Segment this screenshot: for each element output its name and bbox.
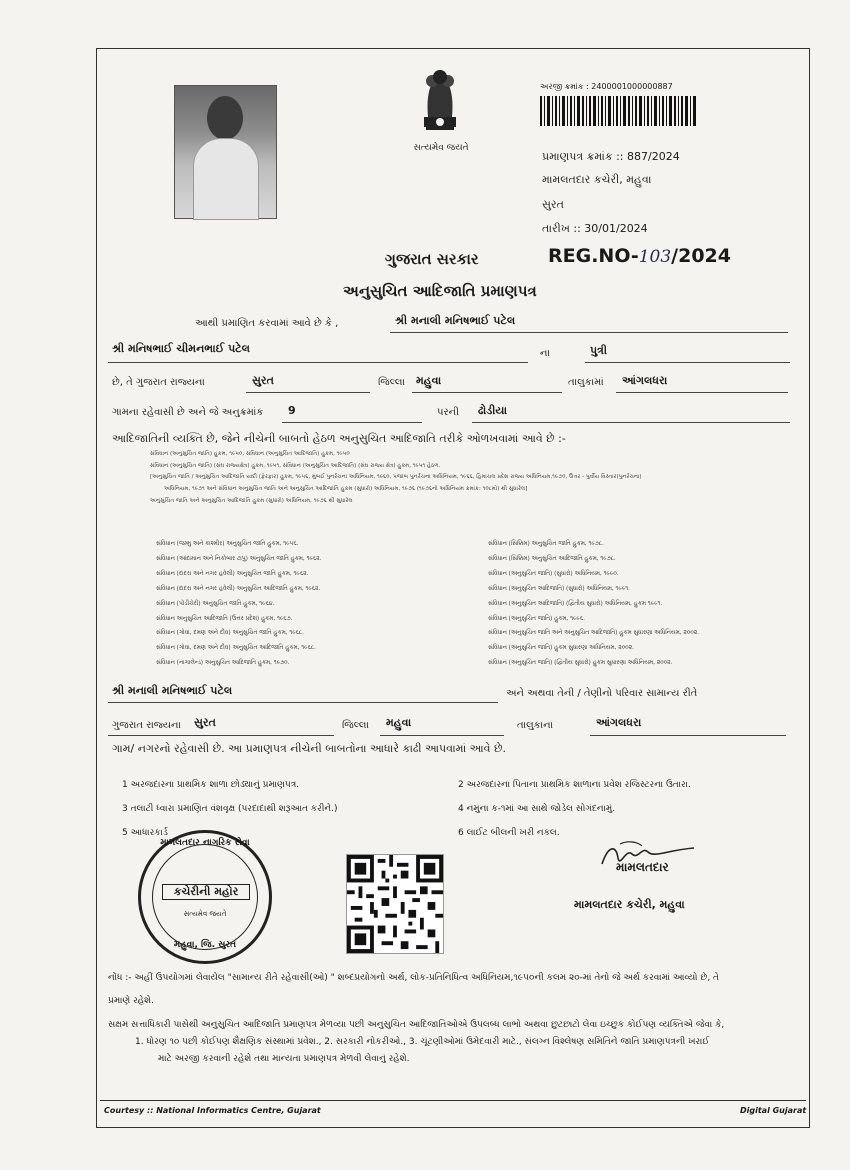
na-label: ના [540, 348, 550, 359]
document-item: 4 નમુના ક-૧માં આ સાથે જોડેલ સોગંદનામું. [458, 804, 616, 814]
taluka2-underline [590, 735, 786, 736]
parni-label: પરની [437, 407, 459, 418]
district-label: જિલ્લા [378, 377, 405, 388]
act-line: અધિનિયમ, ૧૯૭૧ અને સંવિધાન અનુસુચિત જાતિ અને અનુસુચિત આદિજાતિ હુકમ (સુધારો) અધિનિયમ, ૧૯૭૬ (૧૯૭૬નો અધિનિયમ ક્રમાંક: ૧૦૮મો) થી સુધારેલ] [164, 486, 528, 493]
national-emblem-icon [410, 65, 470, 145]
act-right-item: સંવિધાન (અનુસુચિત આદિજાતિ) (દ્વિતીય સુધારો) અધિનિયમ, હુકમ ૧૯૯૧. [488, 600, 663, 607]
taluka-underline [616, 392, 788, 393]
state-label-2: ગુજરાત રાજ્યના [112, 720, 181, 731]
act-left-item: સંવિધાન (નાગાલેન્ડ) અનુસુચિત આદિજાતિ હુકમ, ૧૯૭૦. [156, 660, 290, 667]
act-left-item: સંવિધાન અનુસુચિત આદિજાતિ (ઉત્તર પ્રદેશ) હુકમ, ૧૯૬૭. [156, 615, 293, 622]
note-line-1: નોંધ :- અહીં ઉપયોગમાં લેવાયેલ "સામાન્ય રીતે રહેવાસી(ઓ) " શબ્દપ્રયોગનો અર્થ, લોક-પ્રતિનિધિત્વ અધિનિયમ,૧૯૫૦ની કલમ ૨૦-માં તેનો જે અર્થ કરવામાં આવ્યો છે, તે [108, 973, 720, 983]
note-line-2: સક્ષમ સત્તાધિકારી પાસેથી અનુસુચિત આદિજાતિ પ્રમાણપત્ર મેળવ્યા પછી અનુસુચિત આદિજાતિઓએ ઉપલબ્ધ લાભો અથવા છુટછાટો લેવા ઇચ્છુક કોઈપણ વ્યક્તિએ જેવા કે, [108, 1020, 725, 1030]
subdistrict-value: મહુવા [416, 374, 442, 387]
act-line: સંવિધાન (અનુસુચિત જાતિ) હુકમ, ૧૯૫૦, સંવિધાન (અનુસુચિત આદિજાતિ) હુકમ, ૧૯૫૦ [150, 451, 350, 457]
act-right-item: સંવિધાન (અનુસુચિત જાતિ અને અનુસુચિત આદિજાતિ) હુકમ સુધારણા અધિનિયમ, ૨૦૦૨. [488, 630, 699, 637]
village-label: ગામના રહેવાસી છે અને જે અનુક્રમાંક [112, 407, 264, 418]
father-name: શ્રી મનિષભાઈ ચીમનભાઈ પટેલ [112, 342, 250, 355]
photo-head [207, 96, 243, 140]
district-value-2: સુરત [194, 716, 216, 729]
family-text: અને અથવા તેની / તેણીનો પરિવાર સામાન્ય રીતે [506, 688, 698, 699]
taluka-label-2: તાલુકાના [517, 720, 554, 731]
certificate-title: અનુસુચિત આદિજાતિ પ્રમાણપત્ર [343, 282, 537, 300]
resident-text: ગામ/ નગરનો રહેવાસી છે. આ પ્રમાણપત્ર નીચેની બાબતોના આધારે કાઢી આપવામાં આવે છે. [112, 742, 507, 755]
document-item: 1 અરજદારના પ્રાથમિક શાળા છોડ્યાનું પ્રમાણપત્ર. [122, 780, 300, 790]
district2-underline [108, 735, 334, 736]
act-right-item: સંવિધાન (સિક્કિમ) અનુસુચિત જાતિ હુકમ, ૧૯૭૮. [488, 541, 604, 547]
serial-underline [282, 422, 422, 423]
acts-left-column [156, 537, 456, 671]
document-item: 6 લાઈટ બીલની ખરી નકલ. [458, 828, 560, 838]
act-left-item: સંવિધાન (જમ્મુ અને કાશ્મીર) અનુસુચિત જાતિ હુકમ, ૧૯૫૬. [156, 541, 299, 547]
applicant-repeat-underline [108, 702, 498, 703]
act-left-item: સંવિધાન (પોંડીચેરી) અનુસુચિત જાતિ હુકમ, ૧૯૬૪. [156, 600, 275, 607]
seal-center-text: કચેરીની મહોર [162, 884, 250, 900]
issue-date: :: 30/01/2024 [573, 222, 648, 235]
acts-right-column [488, 537, 788, 671]
footer-courtesy: Courtesy :: National Informatics Centre, Gujarat [104, 1106, 321, 1115]
acts-list [150, 449, 800, 508]
photo-body [193, 138, 259, 220]
barcode [540, 96, 696, 126]
certificate-number-label: પ્રમાણપત્ર ક્રમાંક [542, 150, 613, 163]
act-line: સંવિધાન (અનુસુચિત જાતિ) (સંઘ રાજ્યક્ષેત્ર) હુકમ, ૧૯૫૧, સંવિધાન (અનુસુચિત આદિજાતિ) (સંઘ રાજ્ય ક્ષેત્ર) હુકમ, ૧૯૫૧ હેઠળ. [150, 462, 441, 469]
taluka-value: આંગલધરા [622, 374, 668, 387]
father-underline [108, 362, 528, 363]
subdistrict-value-2: મહુવા [386, 716, 412, 729]
taluka-label: તાલુકામાં [568, 377, 604, 388]
act-right-item: સંવિધાન (અનુસુચિત જાતિ) હુકમ સુધારણા અધિનિયમ, ૨૦૦૨. [488, 645, 634, 652]
subdistrict-underline [412, 392, 562, 393]
act-right-item: સંવિધાન (સિક્કિમ) અનુસુચિત આદિજાતિ હુકમ, ૧૯૭૮. [488, 555, 616, 562]
certify-text: આથી પ્રમાણિત કરવામાં આવે છે કે , [195, 318, 339, 329]
act-line: અનુસુચિત જાતિ અને અનુસુચિત આદિજાતિ હુકમ (સુધારો) અધિનિયમ, ૧૯૭૬ થી સુધારેલ [150, 497, 353, 504]
seal-top-text: મામલતદાર નાગરિક સેવા [160, 838, 250, 848]
document-item: 3 તલાટી ધ્વારા પ્રમાણિત વંશવૃક્ષ (પરદાદાથી શરૂઆત કરીને.) [122, 804, 338, 814]
act-right-item: સંવિધાન (અનુસુચિત આદિજાતિ) (સુધારો) અધિનિયમ, ૧૯૯૧. [488, 585, 630, 592]
footer-divider [100, 1100, 806, 1101]
act-left-item: સંવિધાન (દાદરા અને નગર હવેલી) અનુસુચિત આદિજાતિ હુકમ, ૧૯૬૨. [156, 585, 321, 592]
office-name: મામલતદાર કચેરી, મહુવા [542, 173, 652, 186]
reg-no-label: REG.NO- [548, 245, 639, 267]
seal-bottom-text: મહુવા, જિ. સુરત [173, 940, 237, 950]
relation-underline [585, 362, 790, 363]
state-prefix: છે, તે ગુજરાત રાજ્યના [112, 377, 205, 388]
act-left-item: સંવિધાન (આંદામાન અને નિકોબાર ટાપુ) અનુસુચિત જાતિ હુકમ, ૧૯૬૨. [156, 555, 322, 562]
date-label: તારીખ [542, 222, 570, 235]
application-number: અરજી ક્રમાંક : 2400001000000887 [540, 82, 673, 91]
note-line-1b: પ્રમાણે રહેશે. [108, 996, 154, 1006]
certificate-number: :: 887/2024 [616, 150, 680, 163]
office-district: સુરત [542, 198, 564, 211]
registration-number [548, 245, 731, 267]
relation: પુત્રી [590, 344, 608, 357]
serial-number: 9 [288, 404, 296, 417]
tribe-underline [472, 422, 790, 423]
date-row [542, 222, 648, 236]
note-line-3: 1. ધોરણ ૧૦ પછી કોઈપણ શૈક્ષણિક સંસ્થામાં પ્રવેશ., 2. સરકારી નોકરીઓ., 3. ચૂંટણીઓમાં ઉમેદવારી માટે., સંલગ્ન વિશ્લેષણ સમિતિને જાતિ પ્રમાણપત્રની ખરાઈ [135, 1037, 710, 1047]
signatory-title: મામલતદાર [616, 860, 669, 874]
tribe-recognition-text: આદિજાતિની વ્યક્તિ છે, જેને નીચેની બાબતો હેઠળ અનુસુચિત આદિજાતિ તરીકે ઓળખવામાં આવે છે :- [112, 432, 566, 445]
act-right-item: સંવિધાન (અનુસુચિત જાતિ) (સુધારો) અધિનિયમ, ૧૯૯૦. [488, 570, 619, 577]
act-left-item: સંવિધાન (ગોવા, દમણ અને દીવ) અનુસુચિત જાતિ હુકમ, ૧૯૬૮. [156, 630, 304, 637]
applicant-name: શ્રી મનાલી મનિષભાઈ પટેલ [395, 314, 516, 327]
act-left-item: સંવિધાન (ગોવા, દમણ અને દીવ) અનુસુચિત આદિજાતિ હુકમ, ૧૯૬૮. [156, 645, 316, 652]
government-title: ગુજરાત સરકાર [385, 250, 479, 268]
act-right-item: સંવિધાન (અનુસુચિત જાતિ) (દ્વિતીય સુધારો) હુકમ સુધારણા અધિનિયમ, ૨૦૦૨. [488, 660, 673, 667]
emblem-motto: સત્યમેવ જયતે [413, 143, 469, 153]
reg-no-handwritten: 103 [638, 247, 672, 267]
district-underline [246, 392, 370, 393]
certificate-number-row [542, 150, 680, 164]
note-line-4: માટે અરજી કરવાની રહેશે તથા માન્યતા પ્રમાણપત્ર મેળવી લેવાનું રહેશે. [158, 1054, 410, 1064]
subdistrict2-underline [380, 735, 504, 736]
act-line: [અનુસુચિત જાતિ / અનુસુચિત આદિજાતિ યાદી (ફેરફાર) હુકમ, ૧૯૫૬, મુંબઈ પુનર્રચના અધિનિયમ, ૧૯૬૦, પંજાબ પુનર્રચના અધિનિયમ, ૧૯૬૬, હિમાચલ પ્રદેશ રાજ્ય અધિનિયમ,૧૯૭૦, ઉત્તર - પુર્વીય વિસ્તાર(પુનર્રચના) [150, 474, 642, 481]
signatory-office: મામલતદાર કચેરી, મહુવા [574, 898, 685, 911]
applicant-photo [174, 85, 277, 219]
seal-motto: સત્યમેવ જયતે [183, 910, 227, 918]
act-right-item: સંવિધાન (અનુસુચિત જાતિ) હુકમ, ૧૯૯૬. [488, 615, 585, 622]
document-item: 2 અરજદારના પિતાના પ્રાથમિક શાળાના પ્રવેશ રજિસ્ટરના ઉતારા. [458, 780, 691, 790]
taluka-value-2: આંગલધરા [596, 716, 642, 729]
reg-no-year: /2024 [671, 245, 731, 267]
applicant-name-repeat: શ્રી મનાલી મનિષભાઈ પટેલ [112, 684, 233, 697]
district-label-2: જિલ્લા [342, 720, 369, 731]
footer-digital-gujarat: Digital Gujarat [740, 1106, 807, 1115]
tribe-name: ઢોડીયા [478, 404, 508, 417]
qr-code [346, 854, 444, 954]
documents-right [458, 773, 691, 845]
document-item: 5 આધારકાર્ડ [122, 828, 168, 838]
district-value: સુરત [252, 374, 274, 387]
act-left-item: સંવિધાન (દાદરા અને નગર હવેલી) અનુસુચિત જાતિ હુકમ, ૧૯૬૨. [156, 570, 309, 577]
applicant-underline [390, 332, 788, 333]
